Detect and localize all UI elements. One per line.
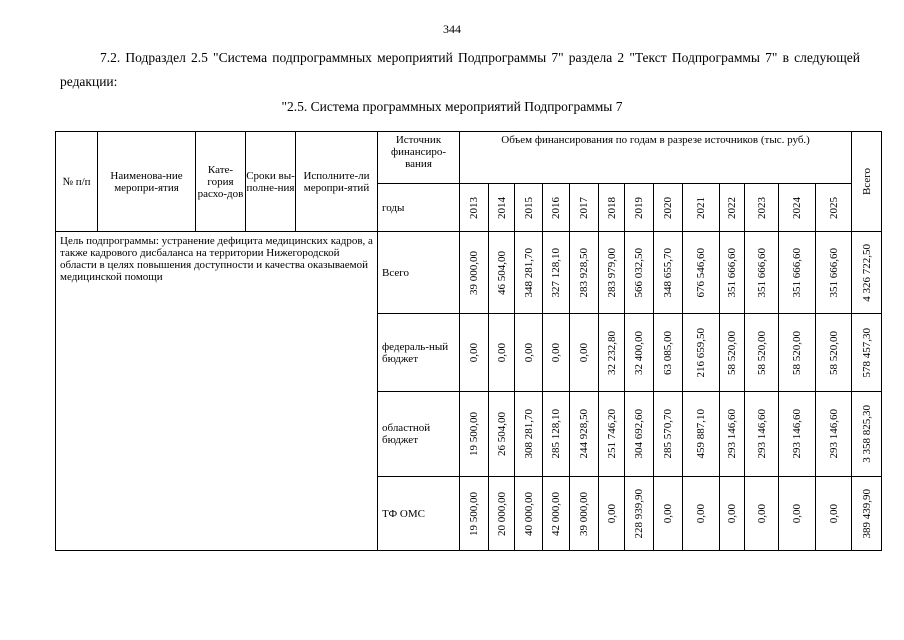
year-label: 2018	[605, 196, 618, 219]
amount-value: 0,00	[726, 503, 738, 524]
year-label: 2014	[495, 196, 508, 219]
year-header-cell	[745, 184, 779, 232]
header-executor: Исполните-ли меропри-ятий	[296, 132, 378, 232]
header-row-1	[56, 132, 882, 184]
year-header-cell	[460, 184, 489, 232]
amount-value: 566 032,50	[633, 247, 645, 298]
amount-value: 46 504,00	[495, 250, 508, 295]
amount-value: 32 400,00	[633, 330, 645, 375]
amount-value: 0,00	[791, 503, 803, 524]
amount-cell	[543, 232, 570, 314]
amount-cell	[489, 477, 515, 551]
amount-cell	[816, 232, 852, 314]
amount-cell	[654, 232, 683, 314]
amount-value: 63 085,00	[662, 330, 674, 375]
total-cell	[852, 477, 882, 551]
funding-source: областной бюджет	[378, 392, 460, 477]
amount-cell	[779, 314, 816, 392]
amount-value: 351 666,60	[827, 247, 840, 298]
page-number: 344	[443, 22, 461, 36]
amount-value: 293 146,60	[827, 409, 840, 459]
amount-cell	[720, 314, 745, 392]
amount-cell	[779, 232, 816, 314]
year-label: 2017	[578, 196, 590, 219]
year-header-cell	[489, 184, 515, 232]
amount-value: 304 692,60	[633, 409, 645, 459]
year-label: 2015	[522, 196, 535, 219]
amount-value: 26 504,00	[495, 412, 508, 456]
amount-cell	[683, 314, 720, 392]
year-label: 2021	[695, 196, 707, 219]
header-total-cell	[852, 132, 882, 232]
amount-cell	[683, 232, 720, 314]
year-header-cell	[816, 184, 852, 232]
amount-cell	[625, 477, 654, 551]
amount-cell	[779, 477, 816, 551]
amount-cell	[720, 477, 745, 551]
amount-cell	[654, 392, 683, 477]
funding-source: федераль-ный бюджет	[378, 314, 460, 392]
amount-value: 251 746,20	[605, 409, 618, 459]
header-funding: Объем финансирования по годам в разрезе источников (тыс. руб.)	[460, 132, 852, 184]
total-value: 578 457,30	[860, 327, 873, 378]
amount-value: 285 570,70	[662, 409, 674, 459]
amount-cell	[745, 477, 779, 551]
table-row	[56, 232, 882, 314]
amount-value: 351 666,60	[791, 247, 803, 298]
amount-cell	[570, 392, 599, 477]
amount-value: 0,00	[695, 503, 707, 524]
year-label: 2024	[791, 196, 803, 219]
amount-value: 0,00	[495, 342, 508, 363]
header-category: Катe-гория расхо-дов	[196, 132, 246, 232]
amount-cell	[625, 392, 654, 477]
amount-value: 348 655,70	[662, 247, 674, 298]
amount-value: 348 281,70	[522, 247, 535, 298]
year-header-cell	[683, 184, 720, 232]
year-label: 2025	[827, 196, 840, 219]
amount-value: 39 000,00	[578, 491, 590, 536]
amount-cell	[460, 477, 489, 551]
section-title: "2.5. Система программных мероприятий Подпрограммы 7	[281, 99, 623, 114]
amount-value: 351 666,60	[755, 247, 768, 298]
header-terms: Сроки вы-полне-ния	[246, 132, 296, 232]
amount-value: 32 232,80	[605, 330, 618, 375]
amount-cell	[489, 392, 515, 477]
header-num: № п/п	[56, 132, 98, 232]
amount-cell	[570, 232, 599, 314]
program-goal: Цель подпрограммы: устранение дефицита медицинских кадров, а также кадрового дисбаланса на территории Нижегородской области в целях повышения доступности и качества оказываемой медицинской помощи	[56, 232, 378, 551]
amount-value: 0,00	[662, 503, 674, 524]
amount-cell	[654, 477, 683, 551]
amount-value: 0,00	[827, 503, 840, 524]
amount-value: 351 666,60	[726, 247, 738, 298]
year-header-cell	[625, 184, 654, 232]
amount-value: 283 979,00	[605, 247, 618, 298]
total-value: 4 326 722,50	[860, 243, 873, 302]
amount-cell	[570, 314, 599, 392]
amount-cell	[816, 314, 852, 392]
amount-value: 58 520,00	[726, 330, 738, 375]
amount-value: 0,00	[550, 342, 562, 363]
amount-cell	[515, 232, 543, 314]
amount-cell	[543, 392, 570, 477]
amount-cell	[599, 392, 625, 477]
intro-paragraph: 7.2. Подраздел 2.5 "Система подпрограммных мероприятий Подпрограммы 7" раздела 2 "Текст Подпрограммы 7" в следующей редакции:	[60, 50, 860, 89]
year-label: 2019	[633, 196, 645, 219]
year-label: 2016	[550, 196, 562, 219]
amount-value: 244 928,50	[578, 409, 590, 459]
total-cell	[852, 232, 882, 314]
amount-cell	[543, 477, 570, 551]
amount-cell	[515, 392, 543, 477]
amount-value: 459 887,10	[695, 409, 707, 459]
amount-cell	[460, 232, 489, 314]
amount-value: 0,00	[468, 342, 480, 363]
year-header-cell	[515, 184, 543, 232]
year-label: 2020	[662, 196, 674, 219]
amount-cell	[599, 477, 625, 551]
funding-source: Всего	[378, 232, 460, 314]
amount-value: 308 281,70	[522, 409, 535, 459]
amount-cell	[745, 232, 779, 314]
amount-cell	[599, 232, 625, 314]
amount-value: 0,00	[522, 342, 535, 363]
amount-cell	[779, 392, 816, 477]
amount-cell	[515, 314, 543, 392]
total-cell	[852, 314, 882, 392]
year-header-cell	[654, 184, 683, 232]
amount-cell	[654, 314, 683, 392]
amount-cell	[720, 232, 745, 314]
amount-cell	[720, 392, 745, 477]
amount-cell	[460, 314, 489, 392]
amount-cell	[543, 314, 570, 392]
amount-value: 293 146,60	[791, 409, 803, 459]
year-header-cell	[779, 184, 816, 232]
year-label: 2013	[468, 196, 480, 219]
amount-value: 19 500,00	[468, 412, 480, 456]
amount-cell	[816, 477, 852, 551]
year-header-cell	[570, 184, 599, 232]
amount-cell	[515, 477, 543, 551]
total-cell	[852, 392, 882, 477]
header-source: Источник финансиро-вания	[378, 132, 460, 184]
amount-value: 58 520,00	[755, 330, 768, 375]
amount-value: 228 939,90	[633, 488, 645, 539]
amount-cell	[570, 477, 599, 551]
amount-cell	[599, 314, 625, 392]
amount-value: 0,00	[578, 342, 590, 363]
amount-value: 0,00	[605, 503, 618, 524]
year-header-cell	[543, 184, 570, 232]
funding-source: ТФ ОМС	[378, 477, 460, 551]
amount-value: 58 520,00	[791, 330, 803, 375]
amount-cell	[745, 392, 779, 477]
amount-cell	[745, 314, 779, 392]
header-total: Всего	[860, 168, 873, 195]
amount-value: 676 546,60	[695, 247, 707, 298]
amount-value: 20 000,00	[495, 491, 508, 536]
amount-value: 42 000,00	[550, 491, 562, 536]
header-years-label: годы	[378, 184, 460, 232]
amount-cell	[816, 392, 852, 477]
amount-value: 285 128,10	[550, 409, 562, 459]
amount-value: 293 146,60	[726, 409, 738, 459]
amount-cell	[683, 392, 720, 477]
program-measures-table	[55, 131, 882, 551]
total-value: 3 358 825,30	[860, 405, 873, 463]
amount-cell	[489, 232, 515, 314]
year-label: 2022	[726, 196, 738, 219]
amount-cell	[489, 314, 515, 392]
amount-value: 19 500,00	[468, 491, 480, 536]
year-header-cell	[720, 184, 745, 232]
amount-value: 58 520,00	[827, 330, 840, 375]
amount-cell	[460, 392, 489, 477]
header-name: Наименова-ние меропри-ятия	[98, 132, 196, 232]
total-value: 389 439,90	[860, 488, 873, 539]
amount-value: 0,00	[755, 503, 768, 524]
amount-value: 293 146,60	[755, 409, 768, 459]
amount-cell	[625, 314, 654, 392]
amount-cell	[683, 477, 720, 551]
amount-value: 216 659,50	[695, 327, 707, 378]
amount-value: 327 128,10	[550, 247, 562, 298]
year-header-cell	[599, 184, 625, 232]
year-label: 2023	[755, 196, 768, 219]
amount-value: 40 000,00	[522, 491, 535, 536]
amount-cell	[625, 232, 654, 314]
amount-value: 283 928,50	[578, 247, 590, 298]
amount-value: 39 000,00	[468, 250, 480, 295]
